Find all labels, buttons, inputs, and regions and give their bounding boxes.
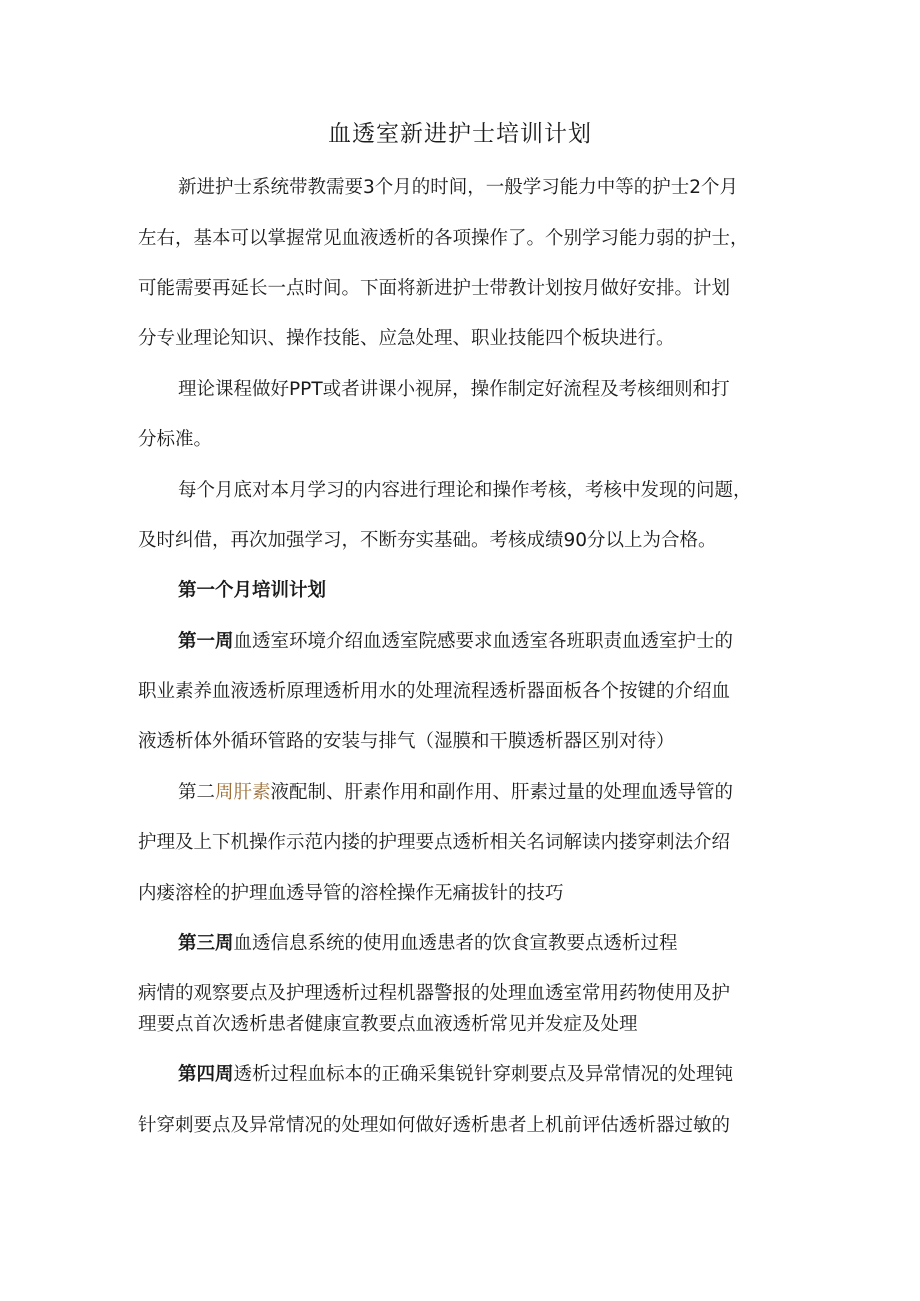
intro-line-2: 左右，基本可以掌握常见血液透析的各项操作了。个别学习能力弱的护士，: [138, 228, 749, 249]
intro-line-3: 可能需要再延长一点时间。下面将新进护士带教计划按月做好安排。计划: [138, 278, 731, 299]
document-title: 血透室新进护士培训计划: [328, 121, 592, 147]
week1-line-2: 职业素养血液透析原理透析用水的处理流程透析器面板各个按键的介绍血: [138, 681, 731, 702]
week2-line-1: [178, 779, 733, 807]
courses-line-2: 分标准。: [138, 429, 213, 450]
week3-label: 第三周: [178, 933, 234, 954]
week2-text: 液配制、肝素作用和副作用、肝素过量的处理血透导管的: [270, 782, 734, 803]
week1-line-3: 液透析体外循环管路的安装与排气（湿膜和干膜透析器区别对待）: [138, 731, 675, 752]
exam-line-2: 及时纠借，再次加强学习，不断夯实基础。考核成绩90分以上为合格。: [138, 530, 717, 551]
intro-line-4: 分专业理论知识、操作技能、应急处理、职业技能四个板块进行。: [138, 328, 675, 349]
week3-line-2: 病情的观察要点及护理透析过程机器警报的处理血透室常用药物使用及护: [138, 983, 731, 1004]
week3-line-3: 理要点首次透析患者健康宣教要点血液透析常见并发症及处理: [138, 1014, 638, 1035]
week2-accent: 周肝素: [215, 782, 271, 803]
week2-line-3: 内瘘溶栓的护理血透导管的溶栓操作无痛拔针的技巧: [138, 883, 564, 904]
week4-line-2: 针穿刺要点及异常情况的处理如何做好透析患者上机前评估透析器过敏的: [138, 1115, 731, 1136]
week4-text: 透析过程血标本的正确采集锐针穿刺要点及异常情况的处理钝: [233, 1064, 734, 1085]
exam-line-1: 每个月底对本月学习的内容进行理论和操作考核，考核中发现的问题，: [178, 480, 752, 501]
week3-text: 血透信息系统的使用血透患者的饮食宣教要点透析过程: [233, 933, 678, 954]
week4-label: 第四周: [178, 1064, 234, 1085]
week2-line-2: 护理及上下机操作示范内搂的护理要点透析相关名词解读内搂穿刺法介绍: [138, 832, 731, 853]
month1-heading: 第一个月培训计划: [178, 580, 327, 601]
week1-text: 血透室环境介绍血透室院感要求血透室各班职责血透室护士的: [233, 631, 734, 652]
week1-line-1: [178, 628, 733, 656]
week1-label: 第一周: [178, 631, 234, 652]
week4-line-1: [178, 1061, 733, 1089]
week2-label: 第二: [178, 782, 216, 803]
intro-line-1: 新进护士系统带教需要3个月的时间，一般学习能力中等的护士2个月: [178, 177, 739, 198]
courses-line-1: 理论课程做好PPT或者讲课小视屏，操作制定好流程及考核细则和打: [178, 379, 730, 400]
week3-line-1: [178, 930, 678, 958]
